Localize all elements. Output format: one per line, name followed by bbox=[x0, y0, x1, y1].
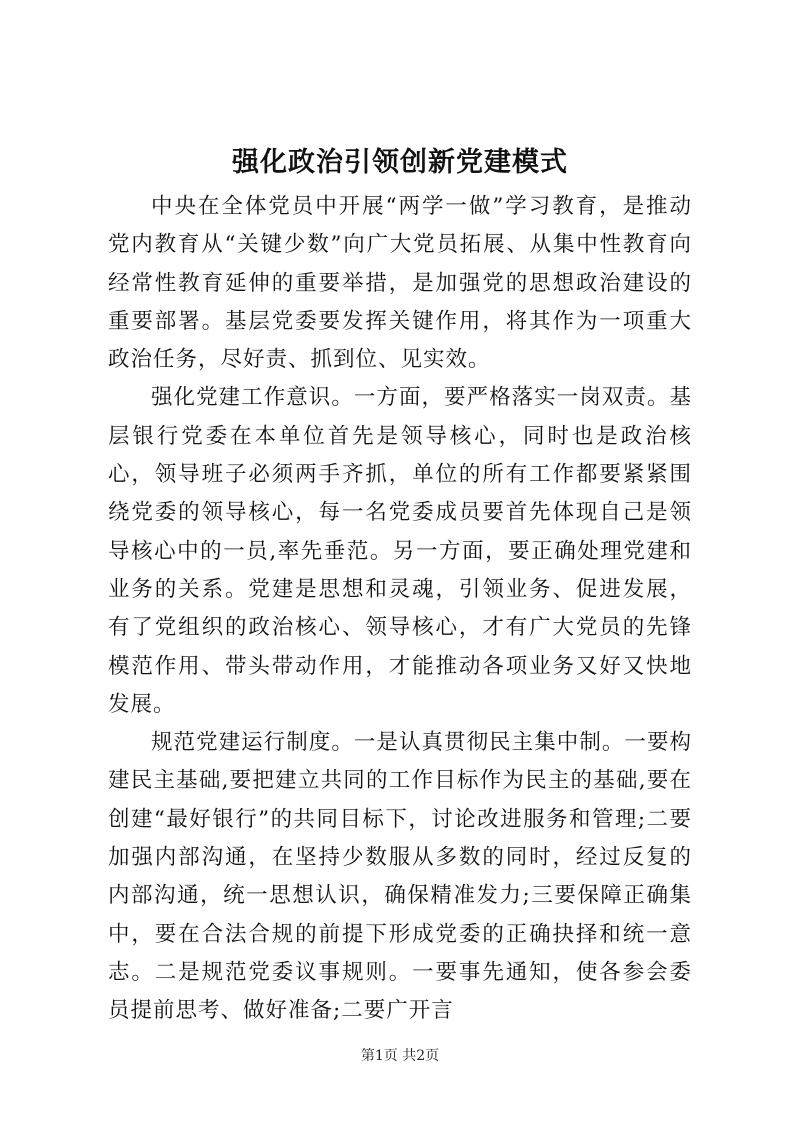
paragraph-party-awareness: 强化党建工作意识。一方面，要严格落实一岗双责。基层银行党委在本单位首先是领导核心，同时也是政治核心，领导班子必须两手齐抓，单位的所有工作都要紧紧围绕党委的领导核心，每一名党委成员要首先体现自己是领导核心中的一员,率先垂范。另一方面，要正确处理党建和业务的关系。党建是思想和灵魂，引领业务、促进发展，有了党组织的政治核心、领导核心，才有广大党员的先锋模范作用、带头带动作用，才能推动各项业务又好又快地发展。 bbox=[108, 385, 692, 717]
paragraph-intro: 中央在全体党员中开展“两学一做”学习教育，是推动党内教育从“关键少数”向广大党员拓展、从集中性教育向经常性教育延伸的重要举措，是加强党的思想政治建设的重要部署。基层党委要发挥关键作用，将其作为一项重大政治任务，尽好责、抓到位、见实效。 bbox=[108, 194, 692, 373]
document-title: 强化政治引领创新党建模式 bbox=[232, 147, 568, 178]
page-footer: 第1页 共2页 bbox=[360, 1048, 440, 1064]
document-body bbox=[108, 188, 692, 1031]
paragraph-party-system: 规范党建运行制度。一是认真贯彻民主集中制。一要构建民主基础,要把建立共同的工作目标作为民主的基础,要在创建“最好银行”的共同目标下，讨论改进服务和管理;二要加强内部沟通，在坚持少数服从多数的同时，经过反复的内部沟通，统一思想认识，确保精准发力;三要保障正确集中，要在合法合规的前提下形成党委的正确抉择和统一意志。二是规范党委议事规则。一要事先通知，使各参会委员提前思考、做好准备;二要广开言 bbox=[108, 730, 692, 1024]
